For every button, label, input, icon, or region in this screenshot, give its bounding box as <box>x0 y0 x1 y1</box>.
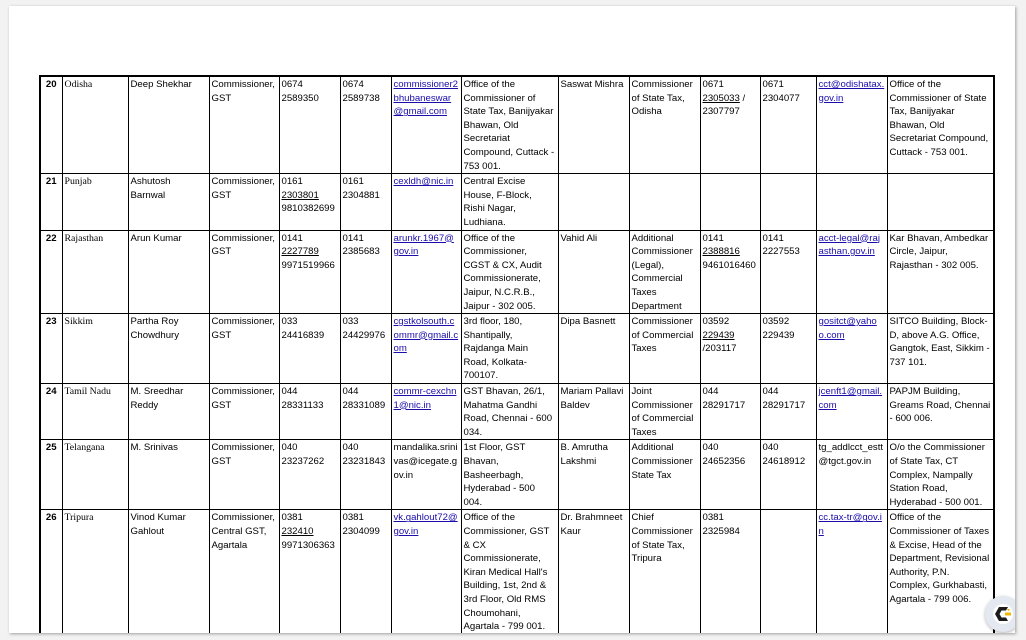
officer-email <box>391 440 461 510</box>
phone-number: 2589350 <box>281 92 319 104</box>
email-link[interactable]: vk.gahlout72@gov.in <box>393 512 458 537</box>
officer-phone <box>279 230 340 314</box>
serial-number: 21 <box>40 174 62 230</box>
phone-number: 9810382699 <box>281 203 335 215</box>
state-officer-email <box>816 384 887 440</box>
state-officer-address <box>887 174 994 230</box>
state-name: Tamil Nadu <box>62 384 128 440</box>
phone-number: 2325984 <box>702 526 740 537</box>
officer-phone <box>279 174 340 230</box>
officer-fax: 0674 2589738 <box>340 76 391 174</box>
officer-fax: 0161 2304881 <box>340 174 391 230</box>
state-officer-name: B. Amrutha Lakshmi <box>558 440 629 510</box>
state-name: Telangana <box>62 440 128 510</box>
email-link[interactable]: cgstkolsouth.commr@gmail.com <box>393 316 459 355</box>
serial-number: 23 <box>40 314 62 384</box>
state-name: Tripura <box>62 510 128 633</box>
officer-email <box>391 174 461 230</box>
officer-designation: Commissioner, GST <box>209 384 279 440</box>
officer-address: 3rd floor, 180, Shantipally, Rajdanga Main Road, Kolkata-700107. <box>461 314 558 384</box>
phone-number: 24416839 <box>281 329 325 341</box>
officer-phone <box>279 510 340 633</box>
officer-name: Deep Shekhar <box>128 76 209 174</box>
officer-email <box>391 510 461 633</box>
state-officer-fax <box>760 174 816 230</box>
state-officer-email <box>816 314 887 384</box>
email-link[interactable]: cc.tax-tr@gov.in <box>818 512 882 537</box>
officer-designation: Commissioner, GST <box>209 314 279 384</box>
officer-fax: 044 28331089 <box>340 384 391 440</box>
officer-address: Office of the Commissioner of State Tax, Banijyakar Bhawan, Old Secretariat Compound, Cuttack - 753 001. <box>461 76 558 174</box>
state-officer-designation <box>629 174 700 230</box>
state-name: Sikkim <box>62 314 128 384</box>
state-officer-name: Mariam Pallavi Baldev <box>558 384 629 440</box>
officer-address: GST Bhavan, 26/1, Mahatma Gandhi Road, Chennai - 600 034. <box>461 384 558 440</box>
phone-number: 229439 <box>702 329 735 341</box>
officer-name: Ashutosh Barnwal <box>128 174 209 230</box>
phone-number: 28291717 <box>702 399 746 411</box>
state-officer-fax <box>760 510 816 633</box>
phone-number: 0674 <box>281 79 303 90</box>
officer-name: M. Sreedhar Reddy <box>128 384 209 440</box>
state-officer-address: O/o the Commissioner of State Tax, CT Complex, Nampally Station Road, Hyderabad - 500 001. <box>887 440 994 510</box>
email-link[interactable]: commissioner2bhubaneswar@gmail.com <box>393 79 459 118</box>
phone-number: 0141 <box>281 232 303 244</box>
officer-phone <box>279 76 340 174</box>
phone-number: 03592 <box>702 316 730 328</box>
email-text: mandalika.srinivas@icegate.gov.in <box>393 442 458 481</box>
state-officer-designation: Commissioner of Commercial Taxes <box>629 314 700 384</box>
phone-number: 0161 <box>281 176 303 188</box>
officer-name: M. Srinivas <box>128 440 209 510</box>
officer-address: Office of the Commissioner, GST & CX Commissionerate, Kiran Medical Hall's Building, 1st, 2nd & 3rd Floor, Old RMS Choumohani, Agartala - 799 001. <box>461 510 558 633</box>
phone-number: 28331133 <box>281 399 324 411</box>
phone-number: 2303801 <box>281 189 319 201</box>
officer-address: Office of the Commissioner, CGST & CX, Audit Commissionerate, Jaipur, N.C.R.B., Jaipur - 302 005. <box>461 230 558 314</box>
serial-number: 20 <box>40 76 62 174</box>
phone-number: 9461016460 <box>702 259 756 271</box>
table-row <box>40 314 994 384</box>
officer-email <box>391 314 461 384</box>
serial-number: 25 <box>40 440 62 510</box>
officer-fax: 033 24429976 <box>340 314 391 384</box>
email-link[interactable]: arunkr.1967@gov.in <box>393 232 454 258</box>
phone-number: 2227789 <box>281 246 319 258</box>
state-officer-email <box>816 440 887 510</box>
officer-fax: 0141 2385683 <box>340 230 391 314</box>
phone-number: /203117 <box>702 343 737 355</box>
officer-designation: Commissioner, GST <box>209 230 279 314</box>
officer-phone <box>279 440 340 510</box>
state-officer-designation: Additional Commissioner (Legal), Commercial Taxes Department <box>629 230 700 314</box>
state-officer-email <box>816 230 887 314</box>
state-officer-fax: 0141 2227553 <box>760 230 816 314</box>
document-page <box>9 6 1015 633</box>
officer-phone <box>279 314 340 384</box>
phone-number: 040 <box>281 442 298 454</box>
state-officer-phone <box>700 510 760 633</box>
state-officer-email <box>816 76 887 174</box>
officer-address: Central Excise House, F-Block, Rishi Nagar, Ludhiana. <box>461 174 558 230</box>
officer-designation: Commissioner, GST <box>209 174 279 230</box>
officer-name: Vinod Kumar Gahlout <box>128 510 209 633</box>
phone-number: 2388816 <box>702 246 740 258</box>
phone-number: 2305033 / <box>702 92 746 104</box>
phone-number: 9971306363 <box>281 539 335 551</box>
state-officer-fax: 03592 229439 <box>760 314 816 384</box>
state-officer-fax: 040 24618912 <box>760 440 816 510</box>
state-officer-designation: Joint Commissioner of Commercial Taxes <box>629 384 700 440</box>
state-officer-phone <box>700 314 760 384</box>
officer-address: 1st Floor, GST Bhavan, Basheerbagh, Hyderabad - 500 004. <box>461 440 558 510</box>
state-name: Rajasthan <box>62 230 128 314</box>
state-officer-address: PAPJM Building, Greams Road, Chennai - 600 006. <box>887 384 994 440</box>
state-officer-name: Dipa Basnett <box>558 314 629 384</box>
state-officer-name: Saswat Mishra <box>558 76 629 174</box>
state-officer-designation: Chief Commissioner of State Tax, Tripura <box>629 510 700 633</box>
state-officer-name: Vahid Ali <box>558 230 629 314</box>
table-row <box>40 76 994 174</box>
phone-number: 033 <box>281 316 298 328</box>
state-officer-name: Dr. Brahmneet Kaur <box>558 510 629 633</box>
state-officer-fax: 0671 2304077 <box>760 76 816 174</box>
phone-number: 232410 <box>281 526 314 537</box>
officer-designation: Commissioner, GST <box>209 440 279 510</box>
reader-logo-icon[interactable] <box>985 596 1015 632</box>
table-row <box>40 384 994 440</box>
state-officer-address: SITCO Building, Block-D, above A.G. Office, Gangtok, East, Sikkim - 737 101. <box>887 314 994 384</box>
email-text: tg_addlcct_estt@tgct.gov.in <box>818 442 884 468</box>
phone-number: 0671 <box>702 79 724 90</box>
state-officer-fax: 044 28291717 <box>760 384 816 440</box>
officer-designation: Commissioner, GST <box>209 76 279 174</box>
officer-email <box>391 76 461 174</box>
state-officer-address: Office of the Commissioner of State Tax, Banijyakar Bhawan, Old Secretariat Compound, Cuttack - 753 001. <box>887 76 994 174</box>
state-officer-phone <box>700 230 760 314</box>
phone-number: 040 <box>702 442 719 454</box>
phone-number: 044 <box>702 386 719 398</box>
officer-phone <box>279 384 340 440</box>
state-name: Odisha <box>62 76 128 174</box>
email-link[interactable]: cct@odishatax.gov.in <box>818 79 885 104</box>
officer-name: Partha Roy Chowdhury <box>128 314 209 384</box>
phone-number: 0381 <box>702 512 724 524</box>
officer-fax: 040 23231843 <box>340 440 391 510</box>
state-name: Punjab <box>62 174 128 230</box>
state-officer-phone <box>700 384 760 440</box>
state-officer-phone <box>700 174 760 230</box>
officer-fax: 0381 2304099 <box>340 510 391 633</box>
officers-table <box>39 75 995 633</box>
phone-number: 044 <box>281 386 298 398</box>
serial-number: 24 <box>40 384 62 440</box>
email-link[interactable]: gositct@yahoo.com <box>818 316 877 341</box>
state-officer-designation: Commissioner of State Tax, Odisha <box>629 76 700 174</box>
table-row <box>40 174 994 230</box>
state-officer-designation: Additional Commissioner State Tax <box>629 440 700 510</box>
email-link[interactable]: commr-cexchn1@nic.in <box>393 386 457 411</box>
email-link[interactable]: cexldh@nic.in <box>393 176 454 188</box>
state-officer-address: Kar Bhavan, Ambedkar Circle, Jaipur, Rajasthan - 302 005. <box>887 230 994 314</box>
state-officer-name <box>558 174 629 230</box>
phone-number: 23237262 <box>281 456 325 468</box>
phone-number: 2307797 <box>702 106 740 118</box>
state-officer-phone <box>700 76 760 174</box>
table-row <box>40 230 994 314</box>
email-link[interactable]: jcenft1@gmail.com <box>818 386 883 411</box>
officer-designation: Commissioner, Central GST, Agartala <box>209 510 279 633</box>
state-officer-email <box>816 174 887 230</box>
serial-number: 22 <box>40 230 62 314</box>
phone-number: 0381 <box>281 512 303 524</box>
email-link[interactable]: acct-legal@rajasthan.gov.in <box>818 232 880 258</box>
officer-email <box>391 230 461 314</box>
table-row <box>40 440 994 510</box>
serial-number: 26 <box>40 510 62 633</box>
table-row <box>40 510 994 633</box>
officer-name: Arun Kumar <box>128 230 209 314</box>
phone-number: 0141 <box>702 232 724 244</box>
state-officer-phone <box>700 440 760 510</box>
state-officer-address: Office of the Commissioner of Taxes & Excise, Head of the Department, Revisional Authority, P.N. Complex, Gurkhabasti, Agartala - 799 006. <box>887 510 994 633</box>
phone-number: 9971519966 <box>281 259 335 271</box>
phone-number: 24652356 <box>702 456 746 468</box>
state-officer-email <box>816 510 887 633</box>
officer-email <box>391 384 461 440</box>
